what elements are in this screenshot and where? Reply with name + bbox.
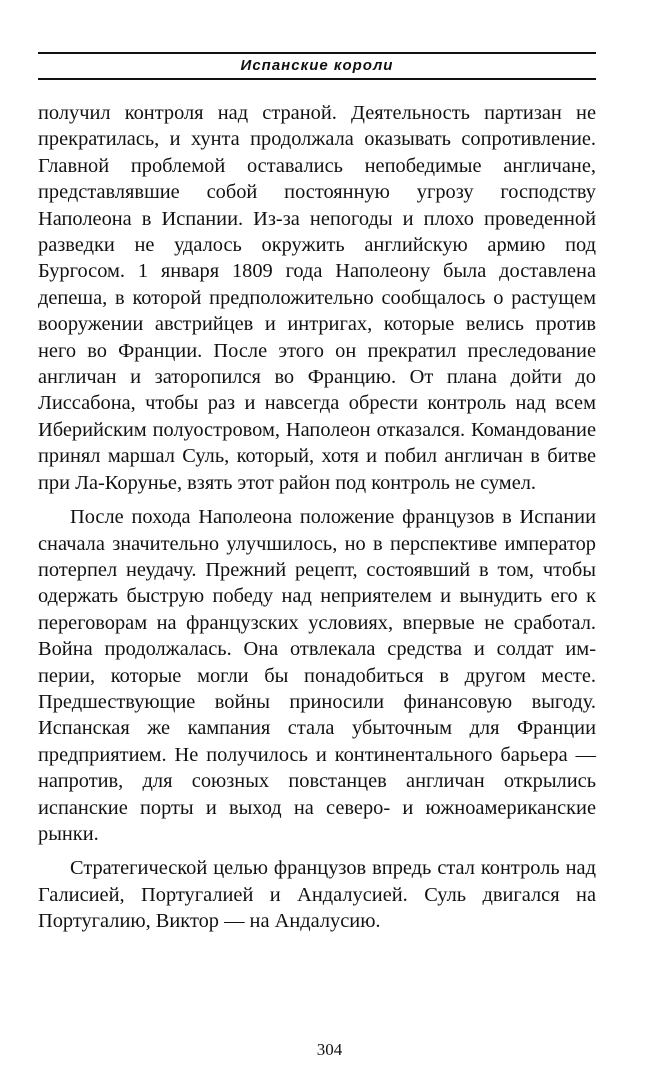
header-rule-bottom bbox=[38, 78, 596, 80]
paragraph-1: получил контроля над страной. Деятельность партизан не прекратилась, и хунта продолжала оказывать сопротивление. Главной проблемой оставались непобедимые англичане, представлявшие собой постоянную угрозу господству Наполеона в Испании. Из-за непогоды и плохо проведенной разведки не удалось окружить английскую армию под Бургосом. 1 января 1809 года Наполеону была доставлена депеша, в которой предположительно сообщалось о растущем вооружении австрийцев и интригах, которые велись против него во Франции. После этого он прекратил преследование англичан и заторопился во Францию. От плана дойти до Лиссабона, чтобы раз и навсегда обрести контроль над всем Иберийским полуостровом, Наполеон отказался. Командование принял маршал Суль, который, хотя и побил англичан в битве при Ла-Корунье, взять этот район под контроль не сумел. bbox=[38, 102, 596, 494]
page-number: 304 bbox=[316, 1040, 343, 1059]
paragraph-3: Стратегической целью французов впредь стал контроль над Галисией, Португалией и Андалусией. Суль двигался на Португалию, Виктор — на Андалусию. bbox=[38, 857, 596, 933]
body-text bbox=[38, 100, 596, 935]
paragraph-2: После похода Наполеона положение французов в Испании сначала значительно улучшилось, но в перспективе император потерпел неудачу. Прежний рецепт, состоявший в том, чтобы одержать быструю победу над неприятелем и вынудить его к переговорам на французских условиях, впервые не сработал. Война продолжалась. Она отвлекала средства и солдат империи, которые могли бы понадобиться в другом месте. Предшествующие войны приносили финансовую выгоду. Испанская же кампания стала убыточным для Франции предприятием. Не получилось и континентального барьера — напротив, для союзных повстанцев англичан открылись испанские порты и выход на северо- и южноамериканские рынки. bbox=[38, 506, 596, 845]
running-head: Испанские короли bbox=[240, 57, 394, 74]
page-content bbox=[38, 52, 596, 935]
header-rule-top bbox=[38, 52, 596, 54]
